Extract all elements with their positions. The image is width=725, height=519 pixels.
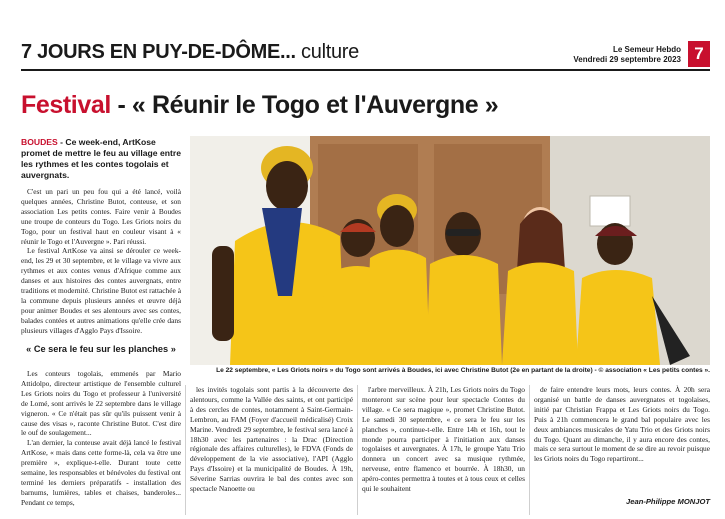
- body-column-4: [534, 385, 710, 497]
- paragraph: Le festival ArtKose va ainsi se dérouler ce week-end, les 29 et 30 septembre, et le village va vivre aux rythmes et aux contes venus d'Afrique comme aux danses et aux histoires des contes auvergnats, entre traditions et modernité. Christine Butot est rattachée à la commune depuis plusieurs années et œuvre déjà pour animer Boudes et ses alentours avec ses contes, balades contées et autres animations qu'elle crée dans plusieurs villages d'Agglo Pays d'Issoire.: [21, 246, 181, 335]
- section-name: 7 JOURS EN PUY-DE-DÔME...: [21, 41, 296, 63]
- column-divider: [529, 385, 530, 515]
- paper-info: [531, 45, 681, 65]
- paragraph: Les conteurs togolais, emmenés par Mario Attidolpo, directeur artistique de l'ensemble culturel Les Griots noirs du Togo et professeur à l'université de Lomé, sont arrivés le 22 septembre dans le village vigneron. « Ce n'était pas sûr qu'ils puissent venir à cause des visas », raconte Christine Butot. C'est dire le ouf de soulagement...: [21, 369, 181, 438]
- body-column-1b: [21, 369, 181, 519]
- photo-caption: Le 22 septembre, « Les Griots noirs » du Togo sont arrivés à Boudes, ici avec Christine Butot (2e en partant de la droite) - © association « Les petits contes ».: [216, 367, 710, 374]
- body-column-2: [190, 385, 353, 519]
- column-divider: [357, 385, 358, 515]
- article-headline: [21, 91, 498, 120]
- paragraph: l'arbre merveilleux. À 21h, Les Griots noirs du Togo monteront sur scène pour leur spectacle Contes du village. « Ce sera magique », promet Christine Butot. Le samedi 30 septembre, « ce sera le feu sur les planches », continue-t-elle. Entre 14h et 16h, tout le monde pourra participer à l'initiation aux danses togolaises et auvergnates. À 17h, le groupe Yatu Trio donnera un concert avec sa musique rythmée, nerveuse, entre flamenco et bourrée. À 18h30, un apéro-contes permettra à toutes et à tous ceux et celles qui le souhaitent: [362, 385, 525, 494]
- group-photo-illustration: [190, 136, 710, 365]
- paragraph: L'an dernier, la conteuse avait déjà lancé le festival ArtKose, « mais dans cette forme-là, cela va être une première », explique-t-elle. Durant toute cette semaine, les responsables et bénévoles du festival ont terminé les derniers préparatifs - installation des barnums, lumières, tables et chaises, banderoles... Pendant ce temps,: [21, 438, 181, 507]
- paragraph: les invités togolais sont partis à la découverte des alentours, comme la Vallée des saints, et ont participé à des cercles de contes, notamment à Saint-Germain-Lembron, au FAM (Foyer d'accueil médicalisé) Croix Marine. Vendredi 29 septembre, le festival sera lancé à 18h30 avec les partenaires : la Drac (Direction régionale des affaires culturelles), le FDVA (Fonds de développement de la vie associative), l'API (Agglo Pays d'Issoire) et la municipalité de Boudes. À 19h, Séverine Sarrias ouvrira le bal des contes avec son spectacle Nanoette ou: [190, 385, 353, 494]
- section-subtitle: culture: [301, 41, 359, 63]
- paper-name: Le Semeur Hebdo: [612, 45, 681, 54]
- header-rule: [21, 69, 710, 71]
- section-title: [21, 41, 359, 64]
- body-column-3: [362, 385, 525, 519]
- article-lead: [21, 137, 181, 181]
- paragraph: de faire entendre leurs mots, leurs contes. À 20h sera organisé un battle de danses auvergnates et togolaises, initié par Christian Frappa et Les Griots noirs du Togo. Puis à 21h commencera le grand bal populaire avec les deux ambiances musicales de Yatu Trio et des Griots noirs du Togo. Quant au dimanche, il y aura encore des contes, mais ce sera surtout le moment de se dire au revoir puisque les Griots noirs du Togo repartiront...: [534, 385, 710, 464]
- article-photo: [190, 136, 710, 365]
- lead-text: - Ce week-end, ArtKose promet de mettre le feu au village entre les rythmes et les contes togolais et auvergnats.: [21, 137, 181, 180]
- lead-place: BOUDES: [21, 137, 58, 147]
- intertitle: « Ce sera le feu sur les planches »: [26, 344, 176, 354]
- page-number: 7: [688, 41, 710, 67]
- body-column-1: [21, 187, 181, 342]
- headline-kicker: Festival: [21, 91, 111, 119]
- paragraph: C'est un pari un peu fou qui a été lancé, voilà quelques années, Christine Butot, conteuse, et son association Les petits contes. Faire venir à Boudes une troupe de conteurs du Togo. Les Griots noirs du Togo, pour un festival haut en couleur visant à « réunir le Togo et l'Auvergne ». Pari réussi.: [21, 187, 181, 246]
- column-divider: [185, 385, 186, 515]
- author-signature: Jean-Philippe MONJOT: [626, 497, 710, 506]
- headline-title: - « Réunir le Togo et l'Auvergne »: [110, 91, 499, 119]
- issue-date: Vendredi 29 septembre 2023: [573, 55, 681, 64]
